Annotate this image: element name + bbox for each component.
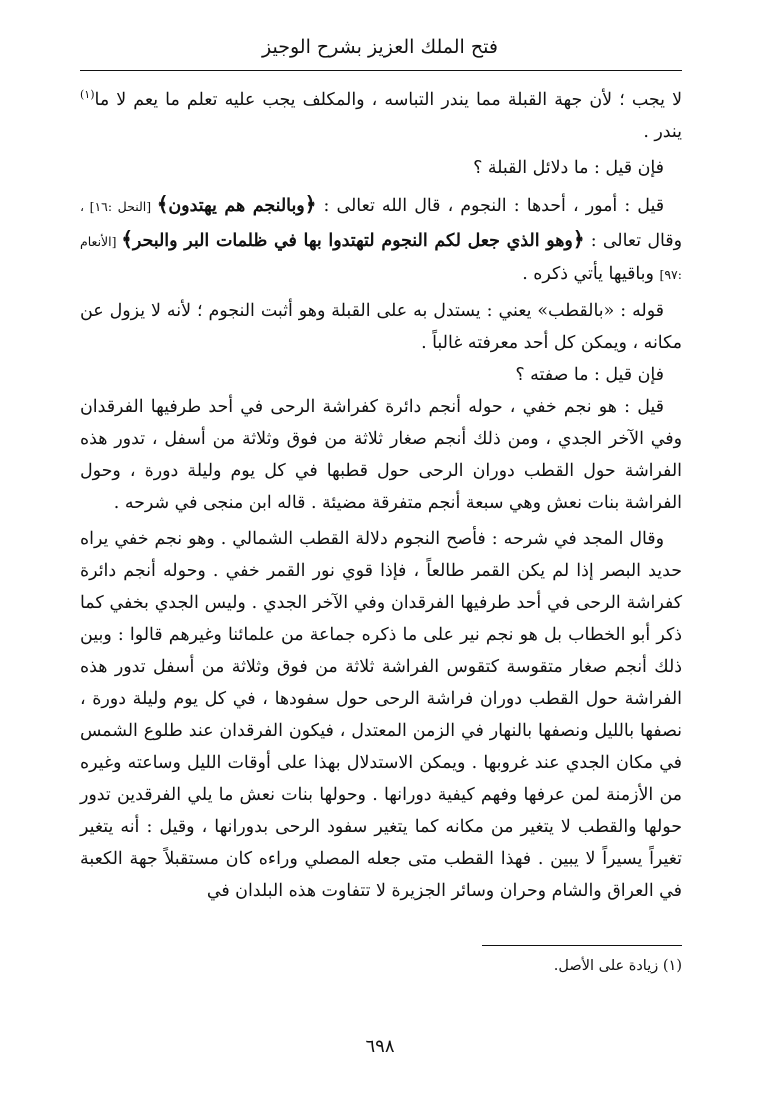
quran-brace-open: ﴿ (304, 192, 317, 216)
question-sifa: فإن قيل : ما صفته ؟ (515, 365, 664, 385)
paragraph-majd: وقال المجد في شرحه : فأصح النجوم دلالة القطب الشمالي . وهو نجم خفي يراه حديد البصر إذا لم يكن القمر طالعاً ، فإذا قوي نور القمر خفي . وحوله أنجم دائرة كفراشة الرحى في أحد طرفيها الفرقدان وفي الآخر الجدي . وليس الجدي بخفي كما ذكر أبو الخطاب بل هو نجم نير على ما ذكره جماعة من علمائنا وغيرهم قالوا : وبين ذلك أنجم صغار متقوسة كتقوس الفراشة ثلاثة من فوق وثلاثة من أسفل تدور هذه الفراشة حول القطب دوران فراشة الرحى حول سفودها ، في كل يوم وليلة دورة ، نصفها بالليل ونصفها بالنهار في الزمن المعتدل ، فيكون الفرقدان عند طلوع الشمس في مكان الجدي عند غروبها . ويمكن الاستدلال بهذا على أوقات الليل وساعته وغيره من الأزمنة لمن عرفها وفهم كيفية دورانها . وحولها بنات نعش ما يلي الفرقدين تدور حولها والقطب لا يتغير من مكانه كما يتغير سفود الرحى بدورانها ، وقيل : أنه يتغير تغيراً يسيراً لا يبين . فهذا القطب متى جعله المصلي وراءه كان مستقبلاً جهة الكعبة في العراق والشام وحران وسائر الجزيرة لا تتفاوت هذه البلدان في (80, 529, 682, 901)
paragraph-1 (80, 84, 682, 148)
quran-verse-1: وبالنجم هم يهتدون (168, 196, 305, 216)
paragraph-stars (80, 188, 682, 291)
page-number: ٦٩٨ (365, 1036, 395, 1057)
paragraph-description: قيل : هو نجم خفي ، حوله أنجم دائرة كفراشة الرحى في أحد طرفيها الفرقدان وفي الآخر الجدي ، ومن ذلك أنجم صغار ثلاثة من فوق وثلاثة من أسفل ، تدور هذه الفراشة حول القطب دوران الرحى حول قطبها في كل يوم وليلة دورة ، وحول الفراشة بنات نعش وهي سبعة أنجم متفرقة مضيئة . قاله ابن منجى في شرحه . (80, 397, 682, 513)
paragraph-qutb: قوله : «بالقطب» يعني : يستدل به على القبلة وهو أثبت النجوم ؛ لأنه لا يزول عن مكانه ، ويمكن كل أحد معرفته غالباً . (80, 301, 682, 353)
paragraph-stars-mid: وقال تعالى : (584, 231, 682, 251)
running-header: فتح الملك العزيز بشرح الوجيز (262, 36, 498, 58)
footnote-marker[interactable]: (١) (80, 88, 95, 102)
paragraph-stars-intro: قيل : أمور ، أحدها : النجوم ، قال الله تعالى : (316, 196, 665, 216)
footnote-rule (482, 945, 682, 946)
verse-ref-2: [الأنعام :٩٧] (80, 234, 682, 282)
paragraph-stars-end: وباقيها يأتي ذكره . (522, 264, 660, 284)
footnote: (١) زيادة على الأصل. (553, 958, 682, 974)
main-text (80, 84, 682, 907)
question-dalail: فإن قيل : ما دلائل القبلة ؟ (473, 158, 664, 178)
paragraph-1-end: يندر . (643, 122, 682, 142)
quran-brace-close: ﴾ (156, 192, 169, 216)
paragraph-1-text: لا يجب ؛ لأن جهة القبلة مما يندر التباسه ، والمكلف يجب عليه تعلم ما يعم لا ما (94, 90, 682, 110)
quran-brace-open-2: ﴿ (572, 227, 585, 251)
header-rule (80, 70, 682, 71)
quran-brace-close-2: ﴾ (121, 227, 133, 251)
verse-ref-1: [النحل :١٦] ، (80, 199, 157, 214)
quran-verse-2: وهو الذي جعل لكم النجوم لتهتدوا بها في ظلمات البر والبحر (132, 231, 573, 251)
